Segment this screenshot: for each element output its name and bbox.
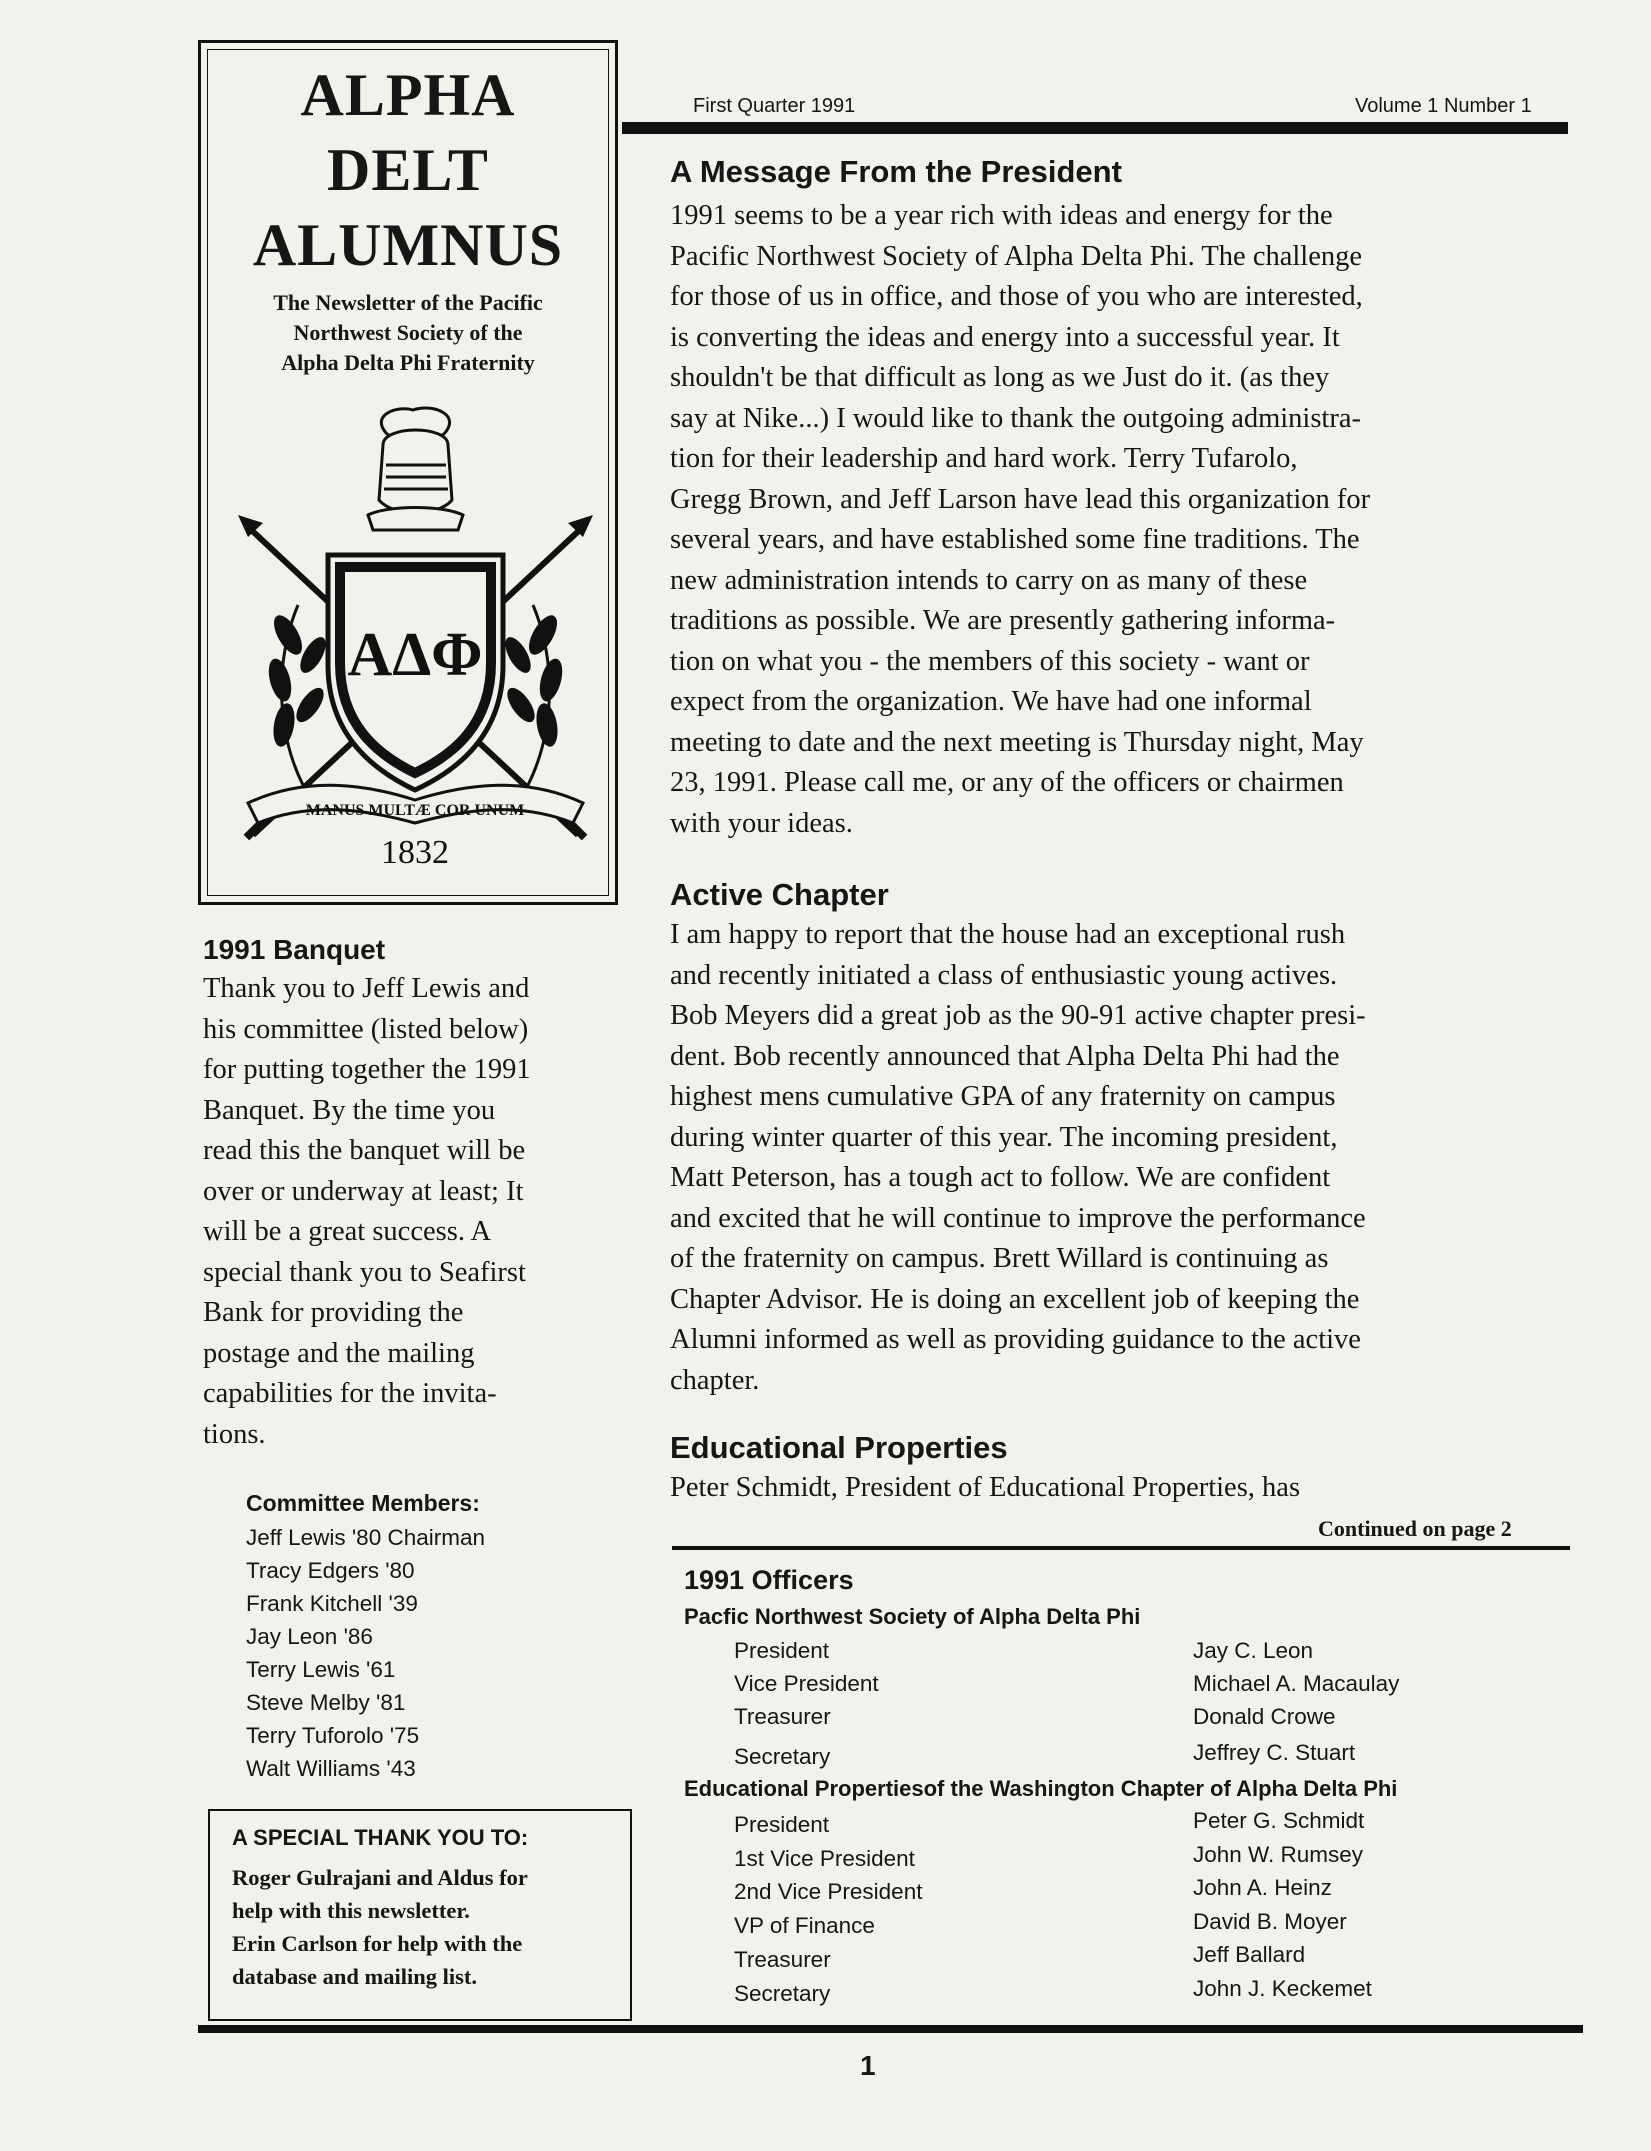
continued-note: Continued on page 2 (1318, 1516, 1512, 1541)
president-message-body (670, 196, 1570, 844)
officer-person: Michael A. Macaulay (1193, 1671, 1400, 1696)
banquet-line: over or underway at least; It (203, 1175, 524, 1207)
issue-volume: Volume 1 Number 1 (1355, 95, 1532, 117)
officers-title: 1991 Officers (684, 1565, 854, 1595)
committee-title: Committee Members: (246, 1490, 480, 1516)
officer-person: David B. Moyer (1193, 1909, 1347, 1934)
fraternity-crest-icon (218, 405, 613, 875)
officer-person: John A. Heinz (1193, 1875, 1332, 1900)
officer-role: Secretary (734, 1981, 831, 2006)
masthead-title-line-1: ALPHA (300, 62, 516, 128)
active-chapter-line: highest mens cumulative GPA of any fraternity on campus (670, 1081, 1336, 1112)
banquet-line: special thank you to Seafirst (203, 1256, 526, 1288)
banquet-line: his committee (listed below) (203, 1013, 529, 1045)
active-chapter-line: of the fraternity on campus. Brett Willard is continuing as (670, 1243, 1329, 1274)
president-line: tion for their leadership and hard work. Terry Tufarolo, (670, 443, 1298, 474)
president-line: is converting the ideas and energy into a successful year. It (670, 321, 1340, 353)
president-line: with your ideas. (670, 807, 853, 839)
president-message-title: A Message From the President (670, 154, 1122, 189)
officer-role: Treasurer (734, 1704, 831, 1729)
educational-properties-body (670, 1468, 1570, 1509)
officer-role: 2nd Vice President (734, 1879, 923, 1904)
special-thanks-title: A SPECIAL THANK YOU TO: (232, 1825, 529, 1850)
officer-person: Donald Crowe (1193, 1704, 1336, 1729)
officer-role: 1st Vice President (734, 1846, 915, 1871)
president-line: several years, and have established some fine traditions. The (670, 524, 1360, 555)
committee-list (246, 1521, 485, 1785)
masthead-subtitle-line-3: Alpha Delta Phi Fraternity (281, 350, 535, 375)
active-chapter-body (670, 915, 1570, 1401)
special-thanks-line: database and mailing list. (232, 1964, 478, 1989)
special-thanks-line: help with this newsletter. (232, 1898, 470, 1923)
banquet-title: 1991 Banquet (203, 934, 386, 965)
page-number: 1 (860, 2050, 876, 2081)
banquet-line: capabilities for the invita- (203, 1378, 497, 1409)
officers-group-2-name: Educational Propertiesof the Washington Chapter of Alpha Delta Phi (684, 1776, 1398, 1801)
officer-person: Jeff Ballard (1193, 1942, 1306, 1967)
president-line: Pacific Northwest Society of Alpha Delta Phi. The challenge (670, 240, 1363, 272)
president-line: new administration intends to carry on as many of these (670, 564, 1308, 596)
committee-member: Jeff Lewis '80 Chairman (246, 1525, 485, 1550)
president-line: traditions as possible. We are presently gathering informa- (670, 605, 1336, 636)
president-line: for those of us in office, and those of you who are interested, (670, 281, 1363, 312)
officer-person: John W. Rumsey (1193, 1842, 1364, 1867)
special-thanks-line: Erin Carlson for help with the (232, 1931, 523, 1956)
committee-member: Frank Kitchell '39 (246, 1591, 418, 1616)
active-chapter-line: during winter quarter of this year. The incoming president, (670, 1121, 1338, 1153)
educational-properties-line: Peter Schmidt, President of Educational Properties, has (670, 1472, 1301, 1503)
president-line: 23, 1991. Please call me, or any of the officers or chairmen (670, 767, 1344, 798)
active-chapter-line: Bob Meyers did a great job as the 90-91 active chapter presi- (670, 1000, 1366, 1031)
officer-role: Vice President (734, 1671, 879, 1696)
officer-person: Peter G. Schmidt (1193, 1808, 1365, 1833)
masthead-box (198, 40, 618, 905)
banquet-line: Bank for providing the (203, 1297, 464, 1328)
special-thanks-box (208, 1809, 632, 2021)
masthead-inner-border (207, 49, 609, 896)
active-chapter-line: and excited that he will continue to improve the performance (670, 1202, 1366, 1234)
masthead-subtitle-line-1: The Newsletter of the Pacific (273, 290, 543, 315)
president-line: tion on what you - the members of this society - want or (670, 645, 1310, 677)
officer-role: VP of Finance (734, 1913, 875, 1938)
officer-role: President (734, 1638, 830, 1663)
active-chapter-line: Matt Peterson, has a tough act to follow. We are confident (670, 1162, 1331, 1193)
banquet-body (203, 969, 633, 1455)
masthead-title-line-3: ALUMNUS (252, 212, 564, 278)
active-chapter-line: I am happy to report that the house had an exceptional rush (670, 919, 1346, 950)
active-chapter-line: Chapter Advisor. He is doing an excellent job of keeping the (670, 1283, 1360, 1315)
masthead-subtitle-line-2: Northwest Society of the (293, 320, 523, 345)
president-line: expect from the organization. We have had one informal (670, 686, 1312, 717)
educational-properties-title: Educational Properties (670, 1430, 1008, 1465)
president-line: Gregg Brown, and Jeff Larson have lead this organization for (670, 483, 1371, 515)
president-line: 1991 seems to be a year rich with ideas and energy for the (670, 200, 1333, 231)
crest-year: 1832 (381, 834, 449, 871)
officer-role: Secretary (734, 1744, 831, 1769)
committee-member: Walt Williams '43 (246, 1756, 416, 1781)
banquet-line: Thank you to Jeff Lewis and (203, 973, 530, 1004)
committee-member: Terry Tuforolo '75 (246, 1723, 420, 1748)
officer-person: Jeffrey C. Stuart (1193, 1740, 1356, 1765)
committee-member: Jay Leon '86 (246, 1624, 373, 1649)
officers-group-1-name: Pacfic Northwest Society of Alpha Delta Phi (684, 1604, 1141, 1629)
header-rule (622, 122, 1568, 134)
banquet-line: for putting together the 1991 (203, 1054, 531, 1085)
issue-quarter: First Quarter 1991 (693, 95, 856, 117)
masthead-title-line-2: DELT (327, 137, 489, 203)
crest-motto: MANUS MULTÆ COR UNUM (305, 802, 525, 819)
active-chapter-line: dent. Bob recently announced that Alpha Delta Phi had the (670, 1040, 1340, 1072)
committee-member: Steve Melby '81 (246, 1690, 406, 1715)
officer-role: Treasurer (734, 1947, 831, 1972)
crest-letters: ΑΔΦ (347, 621, 483, 689)
active-chapter-line: chapter. (670, 1364, 760, 1396)
active-chapter-title: Active Chapter (670, 877, 889, 912)
special-thanks-line: Roger Gulrajani and Aldus for (232, 1865, 528, 1890)
banquet-line: postage and the mailing (203, 1337, 475, 1369)
president-line: shouldn't be that difficult as long as we Just do it. (as they (670, 362, 1330, 393)
committee-member: Terry Lewis '61 (246, 1657, 396, 1682)
banquet-line: read this the banquet will be (203, 1135, 526, 1166)
banquet-line: Banquet. By the time you (203, 1094, 496, 1126)
banquet-line: tions. (203, 1418, 266, 1450)
president-line: meeting to date and the next meeting is Thursday night, May (670, 726, 1364, 758)
active-chapter-line: and recently initiated a class of enthusiastic young actives. (670, 959, 1338, 991)
active-chapter-line: Alumni informed as well as providing guidance to the active (670, 1324, 1361, 1355)
officers-top-rule (672, 1546, 1570, 1550)
officer-role: President (734, 1812, 830, 1837)
officer-person: John J. Keckemet (1193, 1976, 1372, 2001)
banquet-line: will be a great success. A (203, 1216, 492, 1247)
footer-rule (198, 2025, 1583, 2033)
committee-member: Tracy Edgers '80 (246, 1558, 415, 1583)
president-line: say at Nike...) I would like to thank the outgoing administra- (670, 402, 1361, 434)
officer-person: Jay C. Leon (1193, 1638, 1314, 1663)
